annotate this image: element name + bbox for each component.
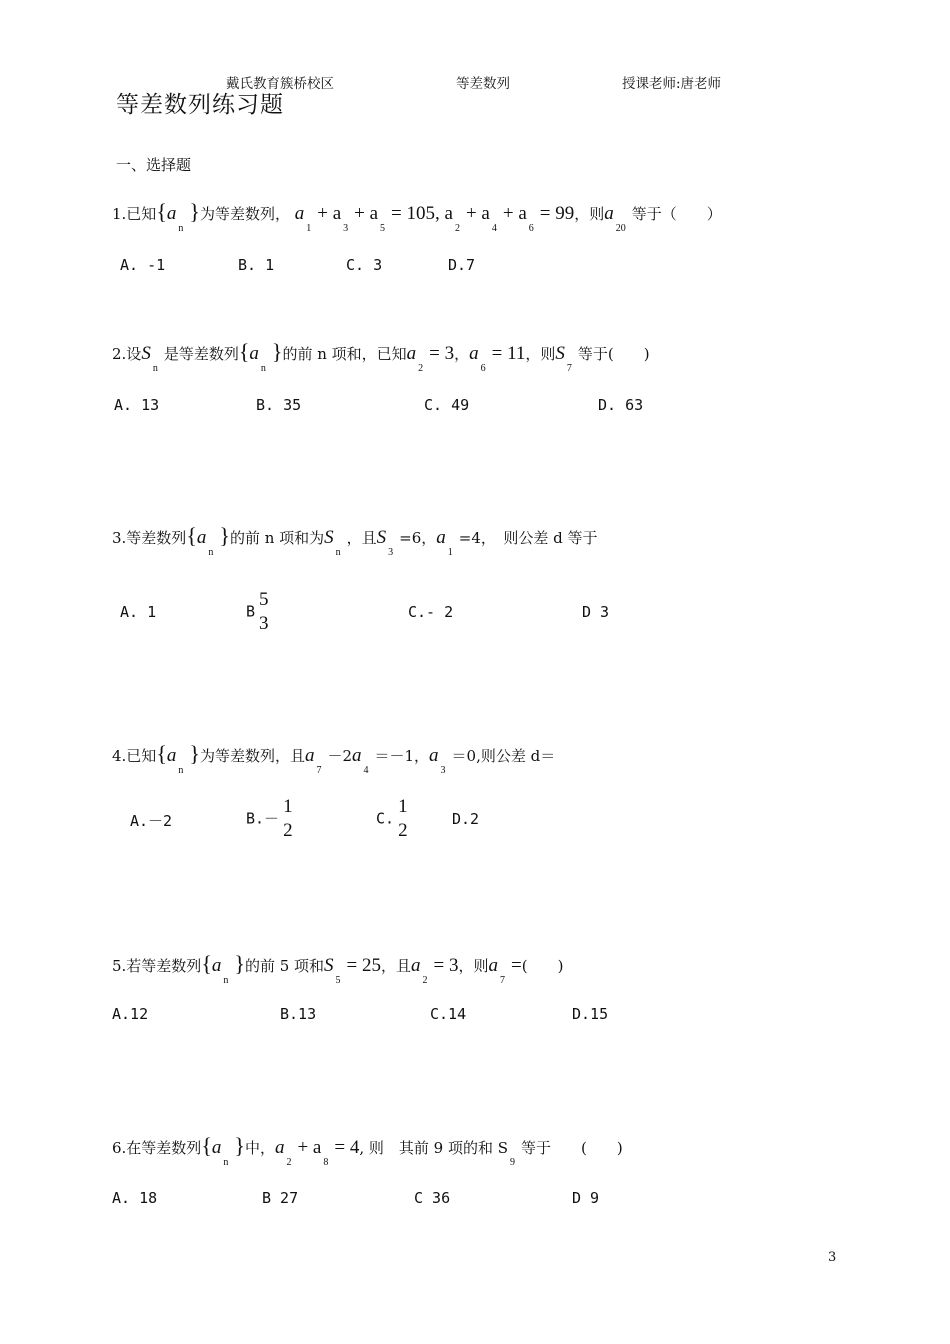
- option-4b: B.－ 1 2: [246, 796, 293, 841]
- brace-open: {: [201, 951, 212, 976]
- brace-open: {: [201, 1133, 212, 1158]
- brace-open: {: [238, 339, 250, 364]
- brace-close: }: [189, 199, 200, 224]
- option-5a: A.12: [112, 1005, 149, 1023]
- section-heading: 一、选择题: [116, 156, 192, 174]
- brace-open: {: [156, 741, 167, 766]
- fraction-one-half: 1 2: [283, 796, 293, 841]
- option-1c: C. 3: [346, 256, 383, 274]
- option-2a: A. 13: [114, 396, 160, 414]
- option-6a: A. 18: [112, 1189, 158, 1207]
- option-3d: D 3: [582, 603, 610, 621]
- option-6d: D 9: [572, 1189, 600, 1207]
- option-6c: C 36: [414, 1189, 451, 1207]
- page-title: 等差数列练习题: [116, 92, 284, 118]
- option-5c: C.14: [430, 1005, 467, 1023]
- option-4c: C. 1 2: [376, 796, 408, 841]
- option-3b: B 5 3: [246, 589, 269, 634]
- option-4d: D.2: [452, 810, 480, 828]
- question-6: 6.在等差数列$\{a_n\}$中，$a_2+ a_8= 4$, 则 其前 9 项的和 $S_9$等于 ( ): [112, 1133, 623, 1168]
- brace-close: }: [219, 523, 230, 548]
- header-subject: 等差数列: [456, 76, 510, 92]
- brace-open: {: [186, 523, 197, 548]
- question-5: 5.若等差数列$\{a_n\}$的前 5 项和$S_5= 25$，且$a_2= 3$，则$a_7=$( ): [112, 951, 564, 986]
- question-4: 4.已知$\{a_n\}$为等差数列，且$a_7-2a_4=-1$，$a_3=0$,则公差 d＝: [112, 741, 556, 776]
- option-3c: C.- 2: [408, 603, 454, 621]
- page-number: 3: [828, 1250, 837, 1265]
- brace-close: }: [271, 339, 283, 364]
- option-3a: A. 1: [120, 603, 157, 621]
- brace-open: {: [156, 199, 167, 224]
- header-school: 戴氏教育簇桥校区: [226, 76, 334, 92]
- option-1b: B. 1: [238, 256, 275, 274]
- question-3: 3.等差数列$\{a_n\}$的前 n 项和为$S_n$，且$S_3=6$，$a_1=4$， 则公差 d 等于: [112, 523, 598, 558]
- option-6b: B 27: [262, 1189, 299, 1207]
- question-1: 1.已知$\{a_n\}$为等差数列， $a_1+ a_3+ a_5= 105$, $a_2+ a_4+ a_6= 99$，则$a_{20}$等于（ ）: [112, 199, 722, 234]
- header-teacher: 授课老师:唐老师: [622, 76, 722, 92]
- option-5d: D.15: [572, 1005, 609, 1023]
- question-2: 2.设$S_n$是等差数列$\{a_n\}$的前 n 项和，已知$a_2= 3$，$a_6= 11$，则$S_7$等于( ): [112, 339, 650, 374]
- option-2c: C. 49: [424, 396, 470, 414]
- option-1a: A. -1: [120, 256, 166, 274]
- brace-close: }: [234, 1133, 245, 1158]
- option-1d: D.7: [448, 256, 476, 274]
- brace-close: }: [189, 741, 200, 766]
- option-2b: B. 35: [256, 396, 302, 414]
- brace-close: }: [234, 951, 245, 976]
- option-4a: A.－2: [130, 812, 173, 830]
- fraction-one-half: 1 2: [398, 796, 408, 841]
- option-5b: B.13: [280, 1005, 317, 1023]
- option-2d: D. 63: [598, 396, 644, 414]
- fraction-five-thirds: 5 3: [259, 589, 269, 634]
